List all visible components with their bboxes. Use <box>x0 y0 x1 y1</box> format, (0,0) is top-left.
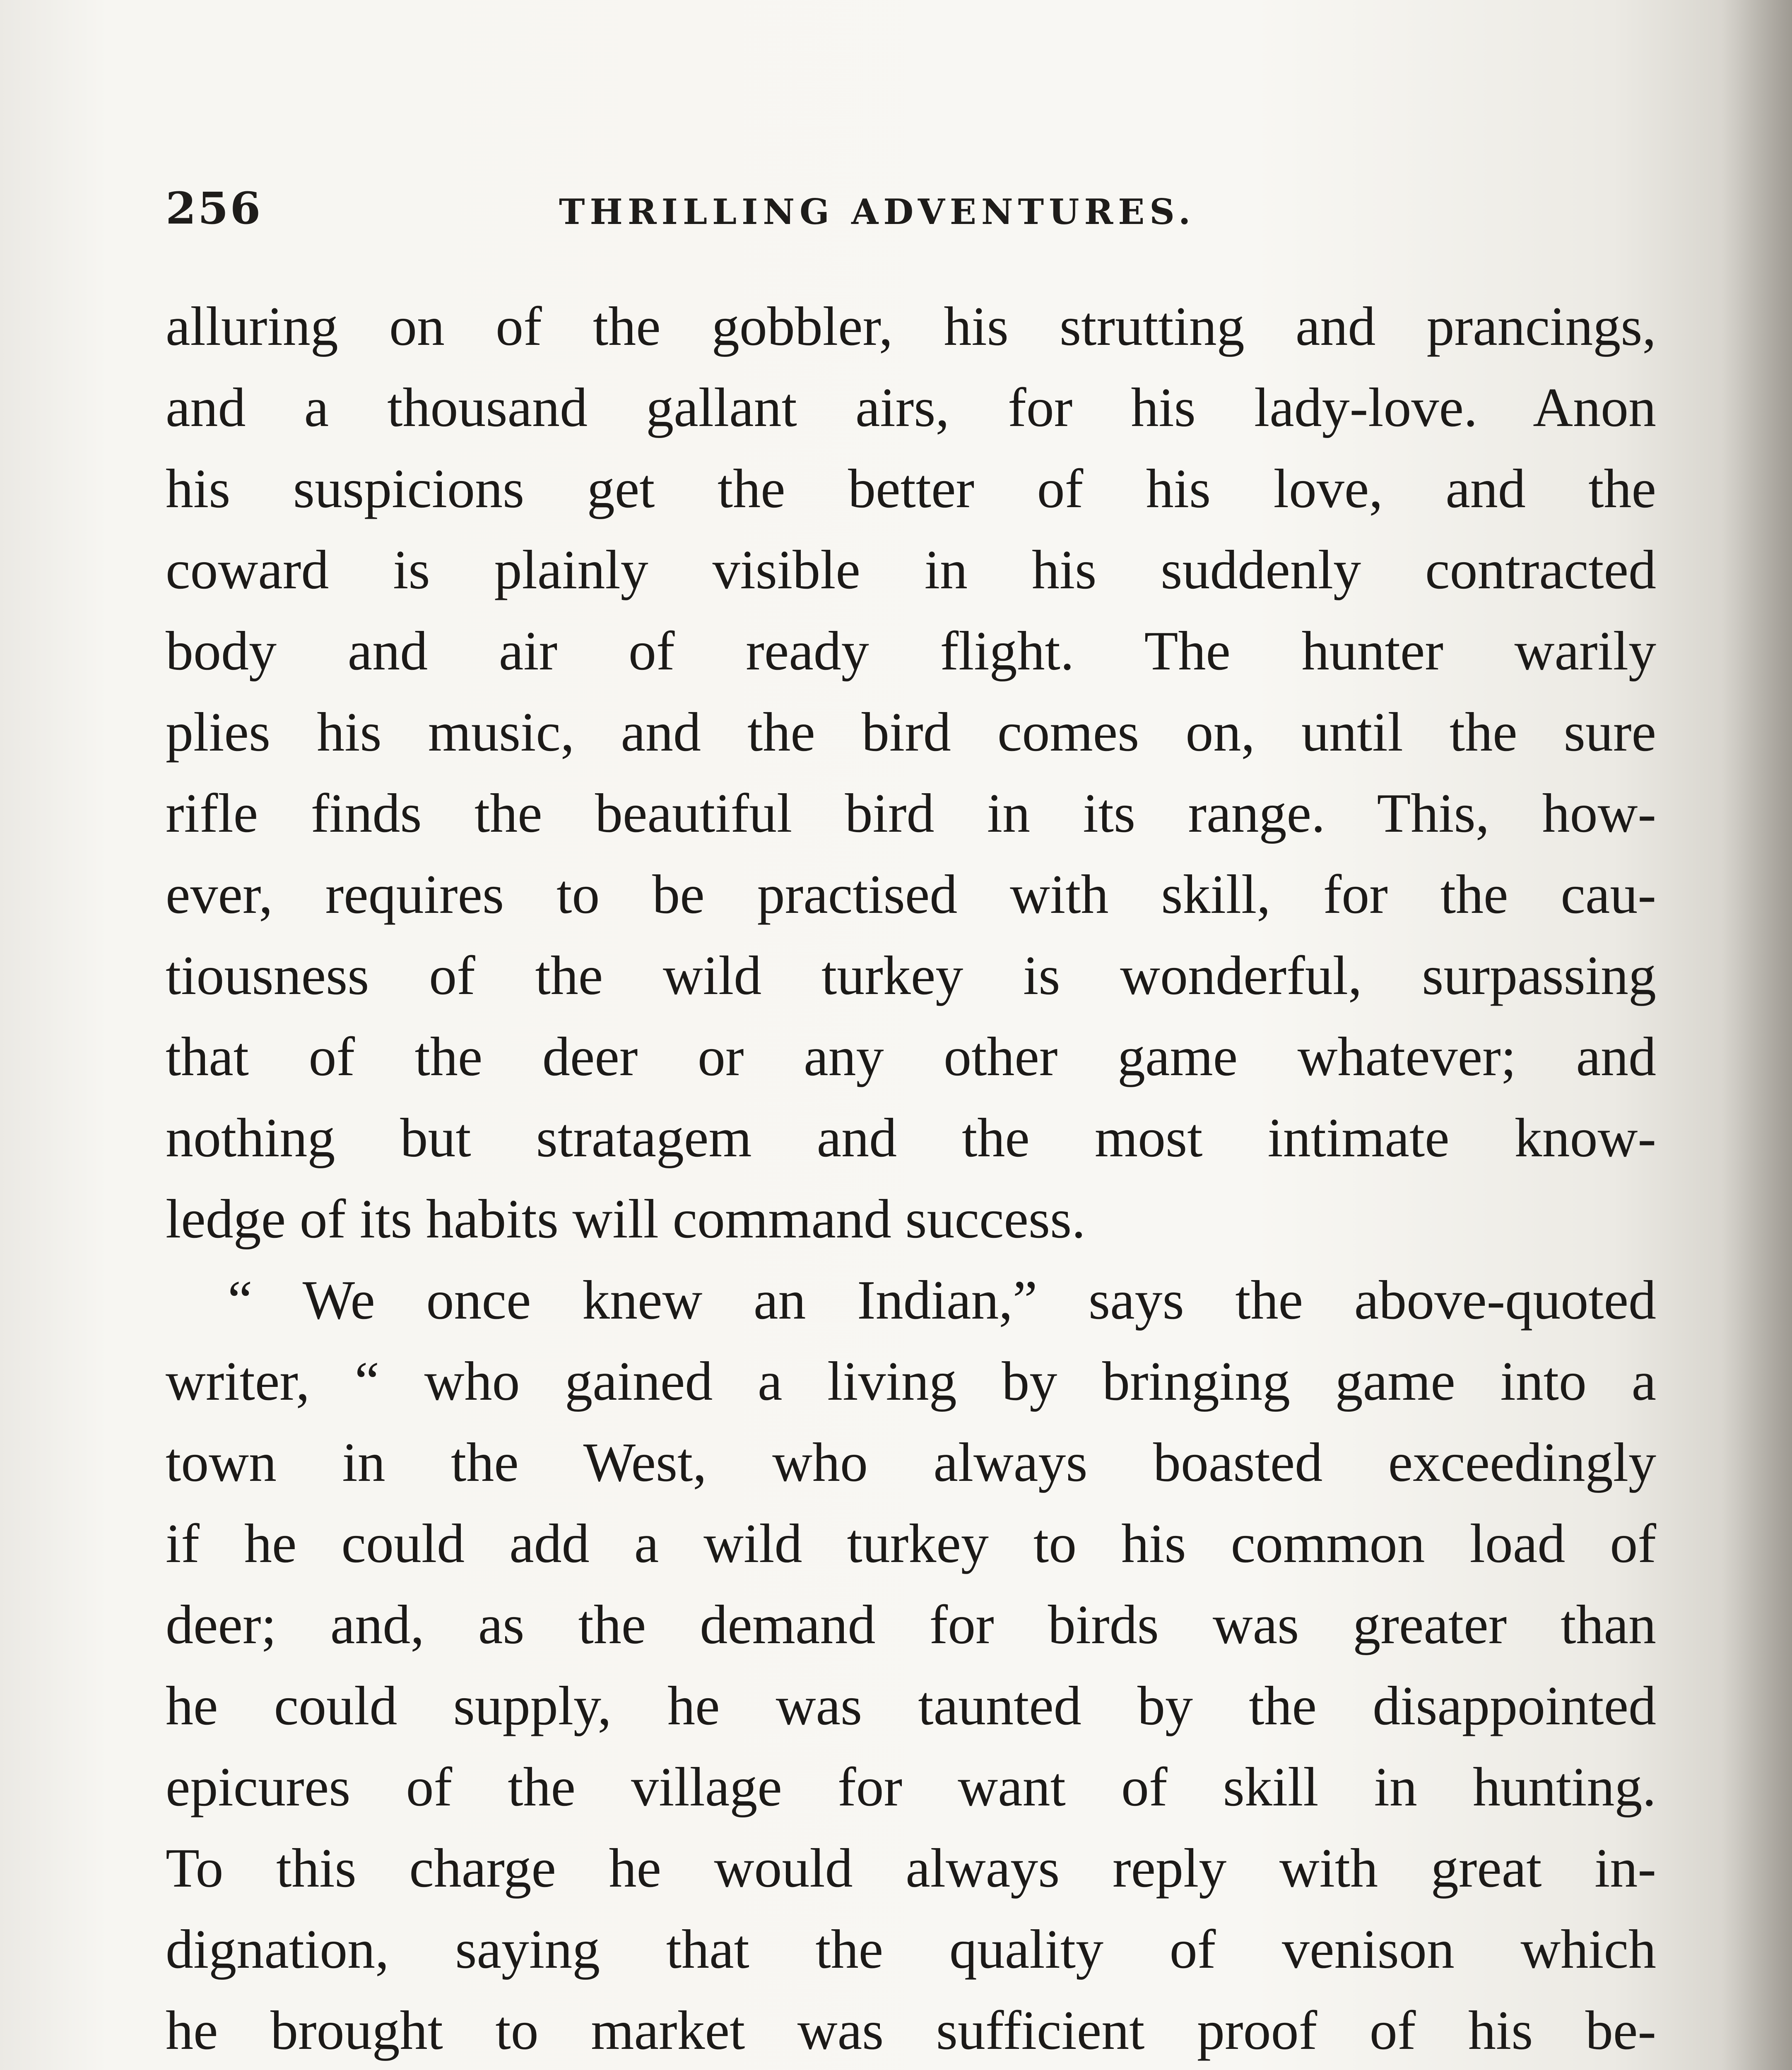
text-line: he could supply, he was taunted by the disappointed <box>166 1675 1656 1736</box>
text-line: deer; and, as the demand for birds was greater than <box>166 1594 1656 1655</box>
text-line: plies his music, and the bird comes on, until the sure <box>166 701 1656 763</box>
page-header <box>166 182 1656 244</box>
text-line: body and air of ready flight. The hunter warily <box>166 620 1656 681</box>
text-line: writer, “ who gained a living by bringing game into a <box>166 1350 1656 1412</box>
text-line: nothing but stratagem and the most intimate know- <box>166 1107 1656 1168</box>
text-line: “ We once knew an Indian,” says the above-quoted <box>228 1269 1656 1331</box>
text-line: and a thousand gallant airs, for his lady-love. Anon <box>166 377 1656 438</box>
text-line: his suspicions get the better of his love, and the <box>166 458 1656 519</box>
page-edge-shadow <box>1722 0 1792 2070</box>
text-line: tiousness of the wild turkey is wonderful, surpassing <box>166 945 1656 1006</box>
text-line: ledge of its habits will command success. <box>166 1188 1086 1249</box>
text-line: dignation, saying that the quality of venison which <box>166 1918 1656 1980</box>
text-line: that of the deer or any other game whatever; and <box>166 1026 1656 1087</box>
text-line: alluring on of the gobbler, his strutting and prancings, <box>166 296 1656 357</box>
text-line: To this charge he would always reply with great in- <box>166 1837 1656 1899</box>
text-line: rifle finds the beautiful bird in its range. This, how- <box>166 782 1656 844</box>
text-line: coward is plainly visible in his suddenly contracted <box>166 539 1656 600</box>
text-line: if he could add a wild turkey to his common load of <box>166 1513 1656 1574</box>
page-number: 256 <box>166 182 263 234</box>
text-line: epicures of the village for want of skill in hunting. <box>166 1756 1656 1817</box>
text-line: ever, requires to be practised with skill, for the cau- <box>166 864 1656 925</box>
text-line: town in the West, who always boasted exceedingly <box>166 1432 1656 1493</box>
text-line: he brought to market was sufficient proof of his be- <box>166 2000 1656 2061</box>
body-text <box>166 286 1656 2070</box>
running-title: THRILLING ADVENTURES. <box>559 191 1196 232</box>
